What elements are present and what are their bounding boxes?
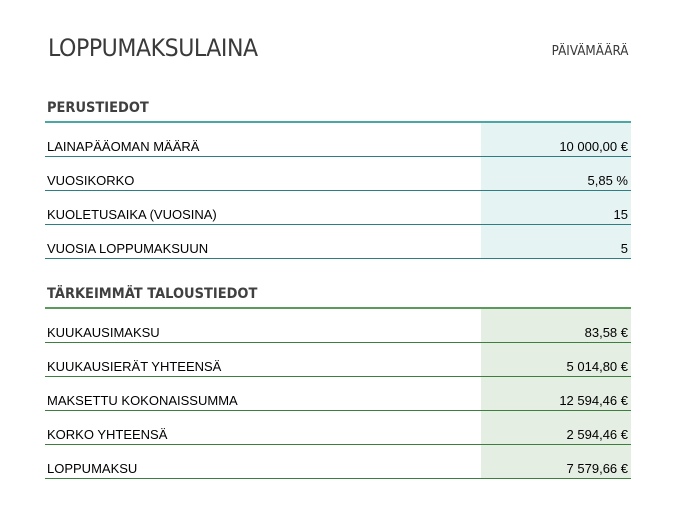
table-row-total-paid [45,377,631,411]
table-row-total-interest [45,411,631,445]
row-value-input[interactable]: 10 000,00 € [481,123,631,156]
row-label: KUOLETUSAIKA (VUOSINA) [47,207,217,222]
row-label: KUUKAUSIERÄT YHTEENSÄ [47,359,222,374]
row-value[interactable]: 83,58 € [481,309,631,342]
table-row-balloon-payment [45,445,631,479]
row-label: KORKO YHTEENSÄ [47,427,168,442]
row-label: KUUKAUSIMAKSU [47,325,160,340]
page-title: LOPPUMAKSULAINA [48,34,258,62]
row-label: VUOSIKORKO [47,173,135,188]
table-row-loan-amount [45,123,631,157]
table-row-amortization-years [45,191,631,225]
table-row-monthly-total [45,343,631,377]
key-figures-section [45,283,631,479]
row-value[interactable]: 12 594,46 € [481,377,631,410]
row-value-input[interactable]: 5 [481,225,631,258]
basic-info-heading: PERUSTIEDOT [45,97,631,123]
key-figures-heading: TÄRKEIMMÄT TALOUSTIEDOT [45,283,631,309]
basic-info-section [45,97,631,259]
row-value[interactable]: 2 594,46 € [481,411,631,444]
row-label: MAKSETTU KOKONAISSUMMA [47,393,238,408]
table-row-monthly-payment [45,309,631,343]
table-row-annual-interest [45,157,631,191]
row-value[interactable]: 7 579,66 € [481,445,631,478]
row-value-input[interactable]: 15 [481,191,631,224]
row-label: VUOSIA LOPPUMAKSUUN [47,241,209,256]
row-value[interactable]: 5 014,80 € [481,343,631,376]
row-value-input[interactable]: 5,85 % [481,157,631,190]
row-label: LAINAPÄÄOMAN MÄÄRÄ [47,139,200,154]
date-label: PÄIVÄMÄÄRÄ [551,44,628,59]
row-label: LOPPUMAKSU [47,461,138,476]
table-row-years-to-balloon [45,225,631,259]
